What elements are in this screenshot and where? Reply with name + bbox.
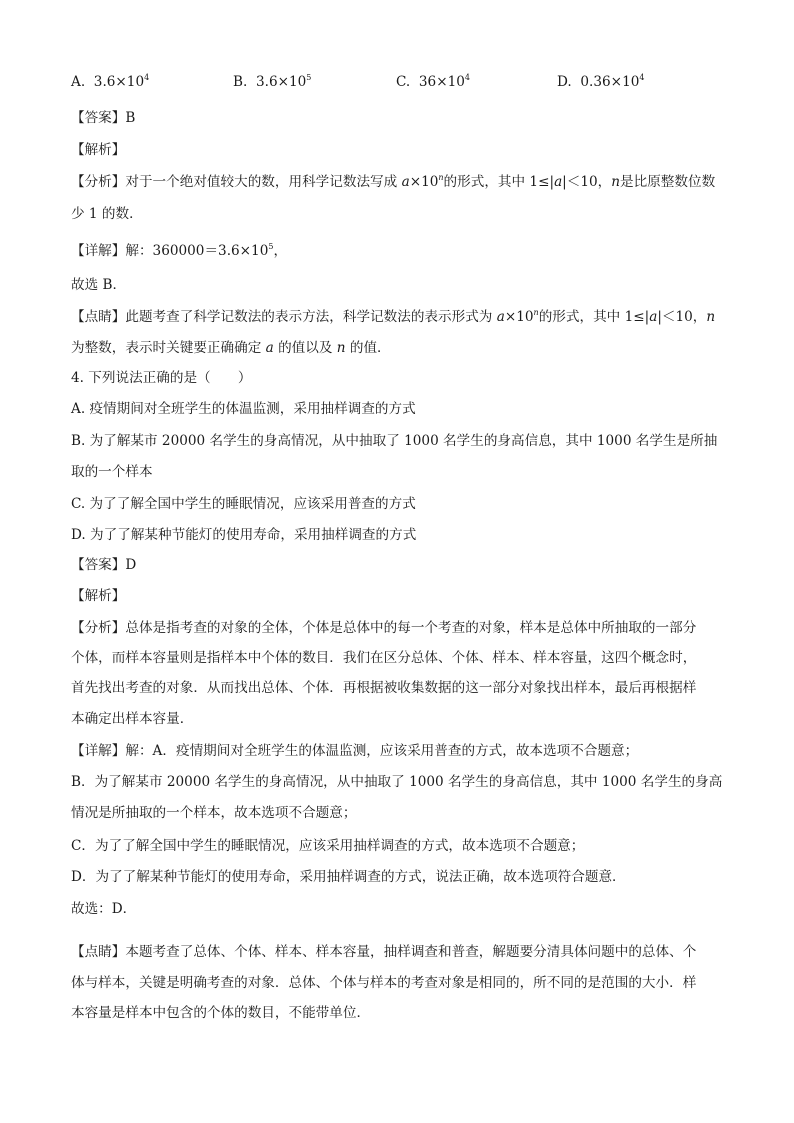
option-value: 3.6×10: [93, 74, 145, 90]
q4-option-d: [71, 525, 416, 545]
q4-xiangjie-line-1: [71, 741, 638, 761]
text: 故选：D．: [71, 901, 137, 917]
var-a: a: [649, 309, 658, 325]
dianjing-line-2: [71, 338, 391, 358]
exponent: 5: [268, 242, 274, 251]
q4-dianjing-line-1: [71, 942, 696, 962]
jiexi-tag: 【解析】: [71, 142, 126, 158]
dianjing-tag: 【点睛】: [71, 944, 126, 960]
text: 解：360000＝3.6×10: [125, 243, 269, 259]
text: 解：A．疫情期间对全班学生的体温监测，应该采用普查的方式，故本选项不合题意；: [125, 743, 639, 759]
var-a: a: [265, 340, 274, 356]
jiexi-tag: 【解析】: [71, 588, 126, 604]
text: 此题考查了科学记数法的表示方法，科学记数法的表示形式为: [125, 309, 493, 325]
text: 本题考查了总体、个体、样本、样本容量，抽样调查和普查，解题要分清具体问题中的总体、个: [125, 944, 697, 960]
option-value: 0.36×10: [580, 74, 640, 90]
text: 的形式，其中 1≤|: [538, 309, 650, 325]
var-n: n: [336, 340, 346, 356]
text: 情况是所抽取的一个样本，故本选项不合题意；: [71, 805, 357, 821]
answer-tag: 【答案】: [71, 110, 126, 126]
var-a: a: [401, 174, 410, 190]
text: 对于一个绝对值较大的数，用科学记数法写成: [125, 174, 398, 190]
text: |＜10，: [657, 309, 707, 325]
xiangjie-line: [71, 241, 287, 261]
text: ，: [273, 243, 288, 259]
text: D．为了了解某种节能灯的使用寿命，采用抽样调查的方式，说法正确，故本选项符合题意．: [71, 869, 626, 885]
answer-value: D: [125, 557, 137, 573]
fenxi-line-2: [71, 204, 143, 224]
var-n: n: [611, 174, 621, 190]
option-d: [557, 72, 644, 92]
xiangjie-tag: 【详解】: [71, 243, 126, 259]
q4-answer-line: [71, 555, 136, 575]
text: B．为了解某市 20000 名学生的身高情况，从中抽取了 1000 名学生的身高信息，其中 1000 名学生的身高: [71, 774, 723, 790]
exponent: n: [533, 308, 539, 317]
xiangjie-tag: 【详解】: [71, 743, 126, 759]
text: 4. 下列说法正确的是（ ）: [71, 370, 252, 386]
text: |＜10，: [562, 174, 612, 190]
text: C. 为了了解全国中学生的睡眠情况，应该采用普查的方式: [71, 496, 416, 512]
answer-tag: 【答案】: [71, 557, 126, 573]
text: 个体，而样本容量则是指样本中个体的数目．我们在区分总体、个体、样本、样本容量，这四个概念时，: [71, 650, 697, 666]
option-value: 36×10: [418, 74, 465, 90]
option-label: A.: [71, 74, 86, 90]
text: D. 为了了解某种节能灯的使用寿命，采用抽样调查的方式: [71, 527, 417, 543]
exponent: 5: [306, 73, 312, 82]
text: 的形式，其中 1≤|: [443, 174, 555, 190]
q4-option-a: [71, 399, 416, 419]
dianjing-tag: 【点睛】: [71, 309, 126, 325]
text: 首先找出考查的对象．从而找出总体、个体．再根据被收集数据的这一部分对象找出样本，最后再根据样: [71, 680, 697, 696]
option-label: C.: [396, 74, 411, 90]
q4-option-b-cont: [71, 462, 153, 482]
text: 故选 B．: [71, 277, 127, 293]
fenxi-line-1: [71, 172, 715, 192]
var-a: a: [496, 309, 505, 325]
text: B. 为了解某市 20000 名学生的身高情况，从中抽取了 1000 名学生的身高信息，其中 1000 名学生是所抽: [71, 433, 718, 449]
exponent: 4: [144, 73, 150, 82]
var-a: a: [554, 174, 563, 190]
q4-fenxi-line-2: [71, 648, 696, 668]
text: 取的一个样本: [71, 464, 153, 480]
text: 本容量是样本中包含的个体的数目，不能带单位．: [71, 1005, 371, 1021]
text: 本确定出样本容量．: [71, 711, 194, 727]
var-n: n: [706, 309, 716, 325]
jiexi-heading: [71, 140, 125, 160]
text: 是比原整数位数: [620, 174, 716, 190]
text: 体与样本，关键是明确考查的对象．总体、个体与样本的考查对象是相同的，所不同的是范围的大小．样: [71, 975, 697, 991]
fenxi-tag: 【分析】: [71, 174, 126, 190]
question-4-stem: [71, 368, 251, 388]
guxuan-line: [71, 275, 126, 295]
text: 的值．: [349, 340, 391, 356]
q4-xiangjie-line-3: [71, 803, 356, 823]
exponent: 4: [464, 73, 470, 82]
answer-value: B: [125, 110, 136, 126]
text: ×10: [504, 309, 534, 325]
q4-option-c: [71, 494, 416, 514]
answer-line: [71, 108, 135, 128]
exponent: 4: [639, 73, 645, 82]
text: 的值以及: [278, 340, 333, 356]
text: 总体是指考查的对象的全体，个体是总体中的每一个考查的对象，样本是总体中所抽取的一部分: [125, 620, 697, 636]
q4-xiangjie-line-5: [71, 867, 626, 887]
q4-fenxi-line-4: [71, 709, 193, 729]
option-label: D.: [557, 74, 572, 90]
q4-fenxi-line-1: [71, 618, 696, 638]
text: ×10: [409, 174, 439, 190]
option-value: 3.6×10: [255, 74, 307, 90]
q4-jiexi-heading: [71, 586, 125, 606]
q4-option-b: [71, 431, 717, 451]
option-b: [233, 72, 311, 92]
q4-guxuan-line: [71, 899, 136, 919]
q4-xiangjie-line-2: [71, 772, 722, 792]
text: 为整数，表示时关键要正确确定: [71, 340, 262, 356]
dianjing-line-1: [71, 307, 715, 327]
q4-xiangjie-line-4: [71, 836, 584, 856]
text: 少 1 的数．: [71, 206, 143, 222]
q4-fenxi-line-3: [71, 678, 696, 698]
option-c: [396, 72, 470, 92]
option-label: B.: [233, 74, 248, 90]
q4-dianjing-line-3: [71, 1003, 370, 1023]
text: C．为了了解全国中学生的睡眠情况，应该采用抽样调查的方式，故本选项不合题意；: [71, 838, 585, 854]
q4-dianjing-line-2: [71, 973, 696, 993]
text: A. 疫情期间对全班学生的体温监测，采用抽样调查的方式: [71, 401, 416, 417]
option-a: [71, 72, 149, 92]
exponent: n: [438, 173, 444, 182]
fenxi-tag: 【分析】: [71, 620, 126, 636]
